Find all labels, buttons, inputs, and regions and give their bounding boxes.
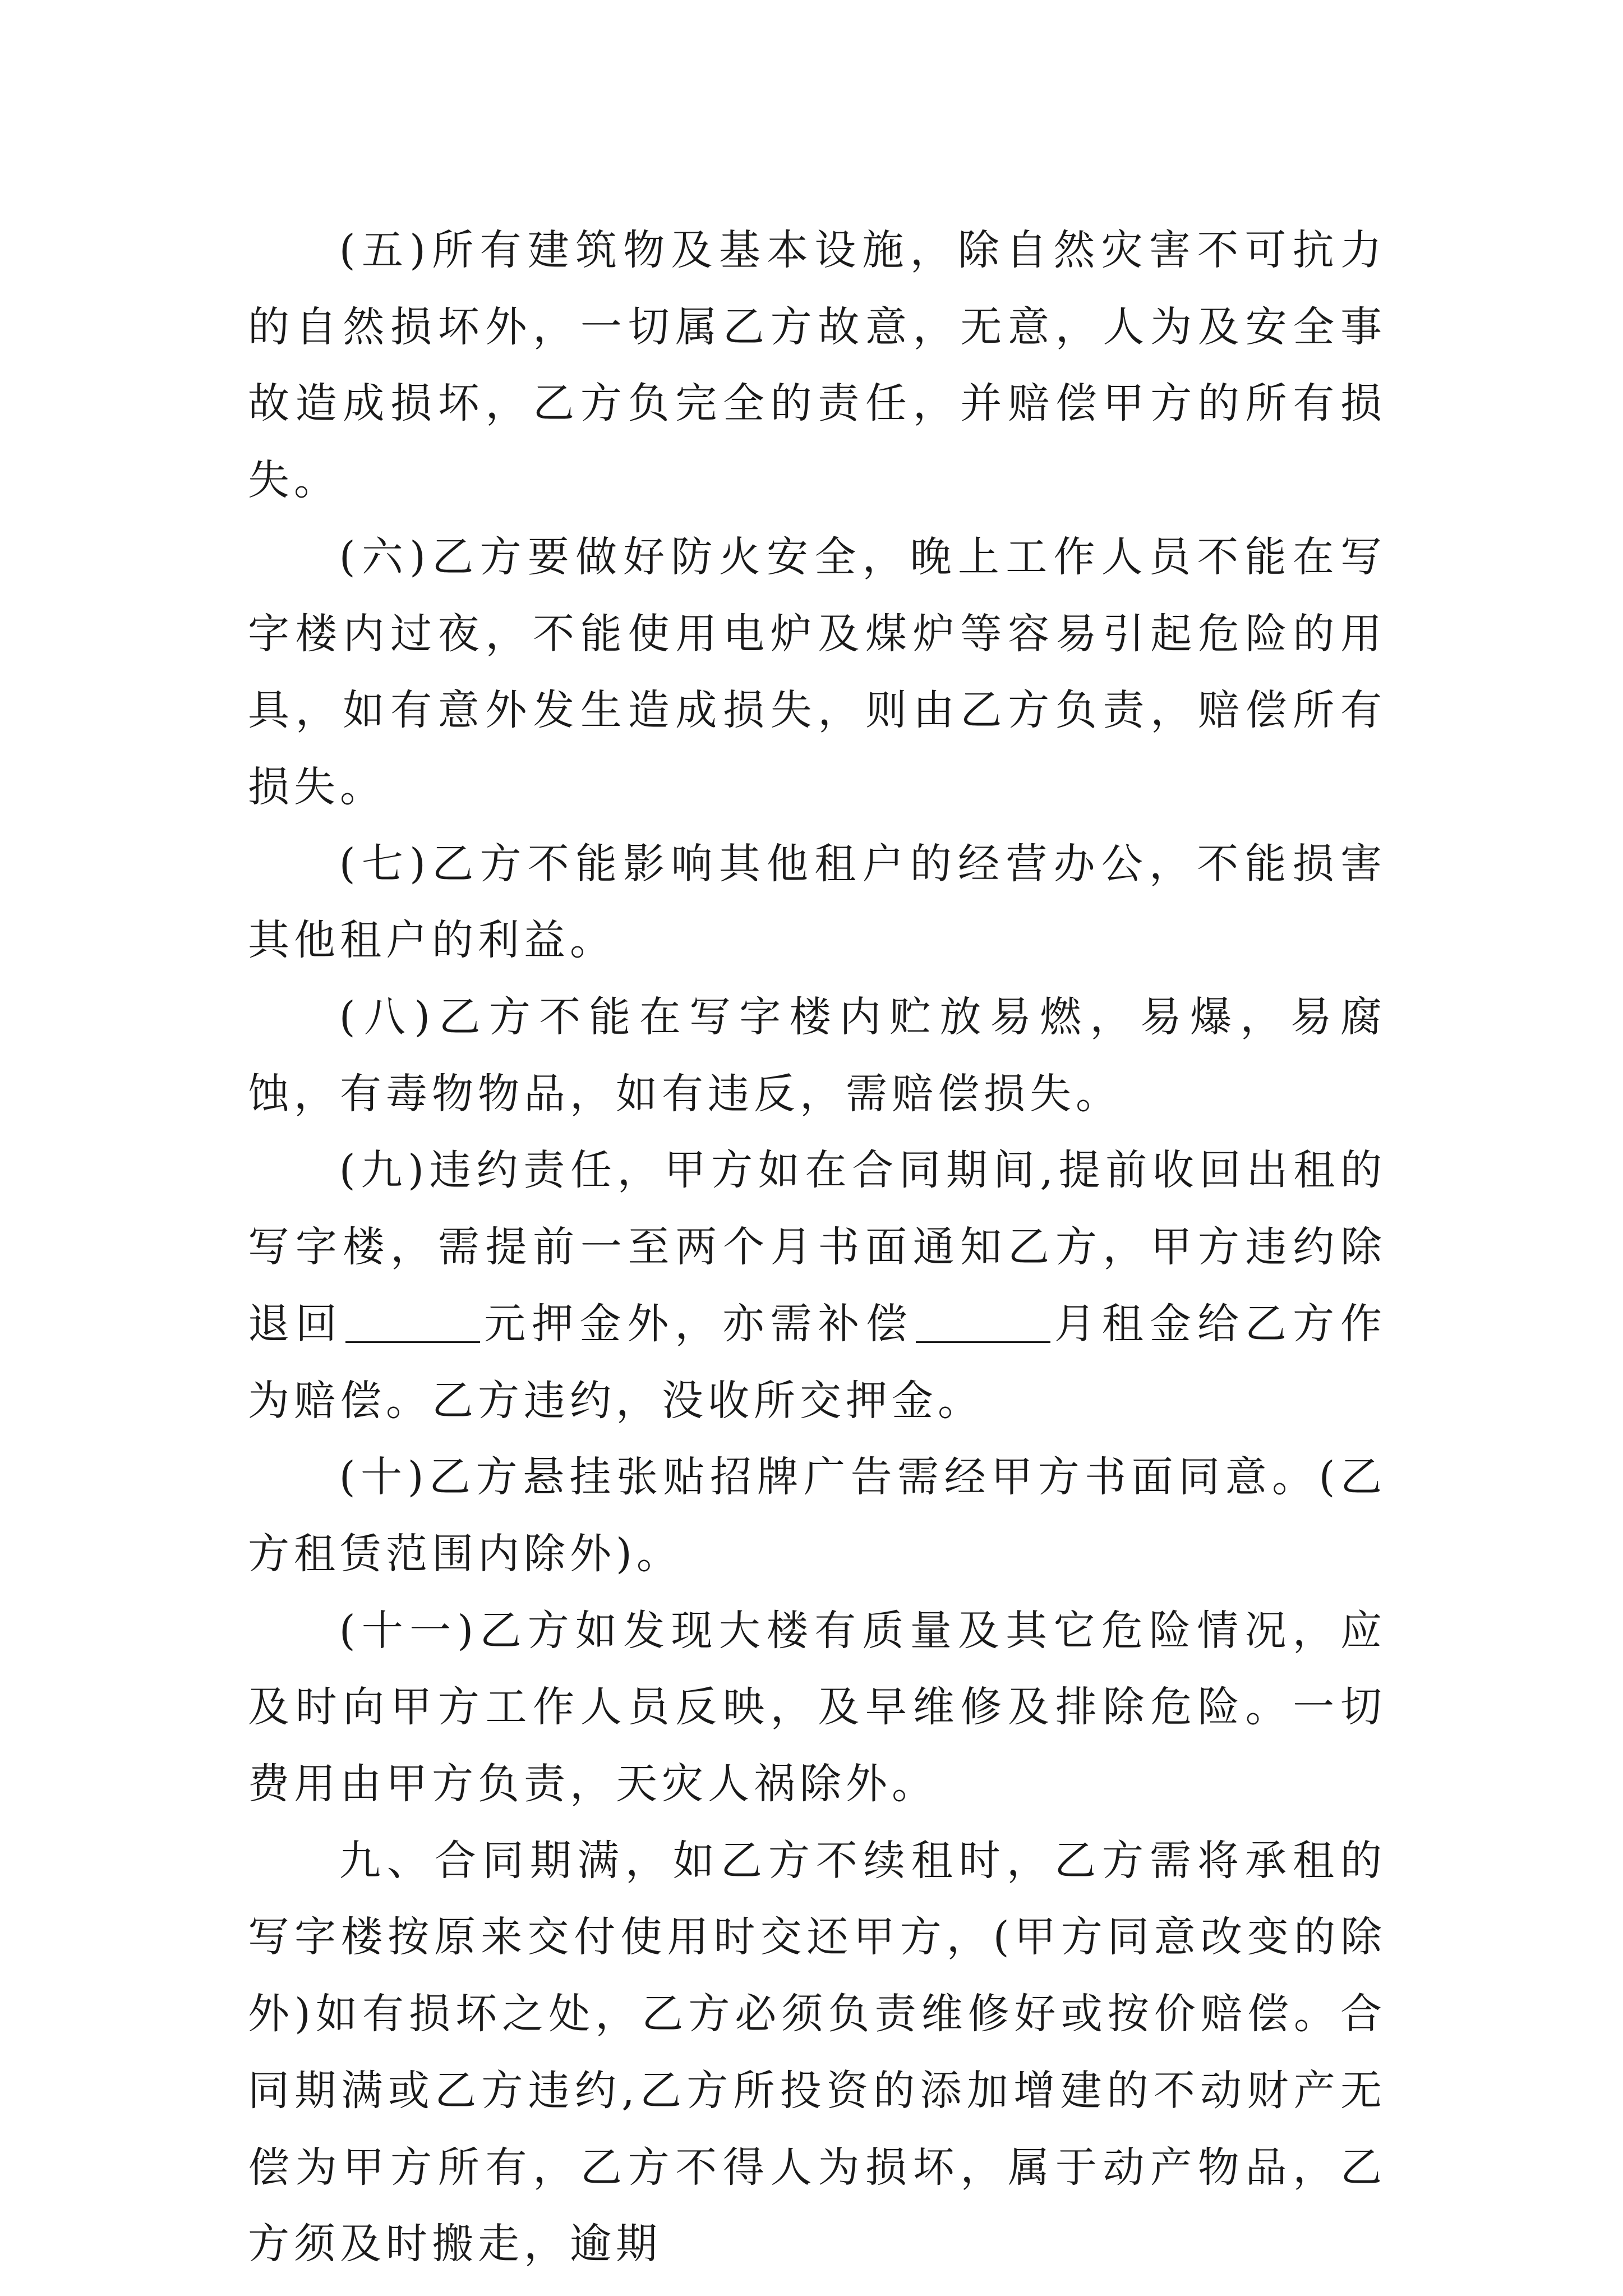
clause-9-text-part-1: (九)违约责任，甲方如在合同期间,提前收回出租的写字楼，需提前一至两个月书面通知乙方，甲方违约除退回	[248, 1146, 1386, 1348]
clause-9-text-part-3: 月租金给乙方作为赔偿。乙方违约，没收所交押金。	[248, 1299, 1387, 1425]
document-body	[248, 212, 1386, 2283]
deposit-amount-blank[interactable]	[345, 1300, 480, 1343]
compensation-months-blank[interactable]	[916, 1300, 1050, 1343]
clause-5: (五)所有建筑物及基本设施，除自然灾害不可抗力的自然损坏外，一切属乙方故意，无意，人为及安全事故造成损坏，乙方负完全的责任，并赔偿甲方的所有损失。	[248, 226, 1386, 505]
clause-9-breach-liability	[248, 1132, 1386, 1439]
clause-8: (八)乙方不能在写字楼内贮放易燃，易爆，易腐蚀，有毒物物品，如有违反，需赔偿损失。	[248, 993, 1386, 1118]
clause-11: (十一)乙方如发现大楼有质量及其它危险情况，应及时向甲方工作人员反映，及早维修及排除危险。一切费用由甲方负责，天灾人祸除外。	[248, 1606, 1386, 1809]
section-9-contract-expiry: 九、合同期满，如乙方不续租时，乙方需将承租的写字楼按原来交付使用时交还甲方，(甲方同意改变的除外)如有损坏之处，乙方必须负责维修好或按价赔偿。合同期满或乙方违约,乙方所投资的添加增建的不动财产无偿为甲方所有，乙方不得人为损坏，属于动产物品，乙方须及时搬走，逾期	[248, 1836, 1386, 2269]
clause-9-text-part-2: 元押金外，亦需补偿	[482, 1299, 914, 1348]
clause-10: (十)乙方悬挂张贴招牌广告需经甲方书面同意。(乙方租赁范围内除外)。	[248, 1453, 1386, 1578]
clause-6: (六)乙方要做好防火安全，晚上工作人员不能在写字楼内过夜，不能使用电炉及煤炉等容易引起危险的用具，如有意外发生造成损失，则由乙方负责，赔偿所有损失。	[248, 532, 1386, 811]
clause-7: (七)乙方不能影响其他租户的经营办公，不能损害其他租户的利益。	[248, 839, 1386, 965]
